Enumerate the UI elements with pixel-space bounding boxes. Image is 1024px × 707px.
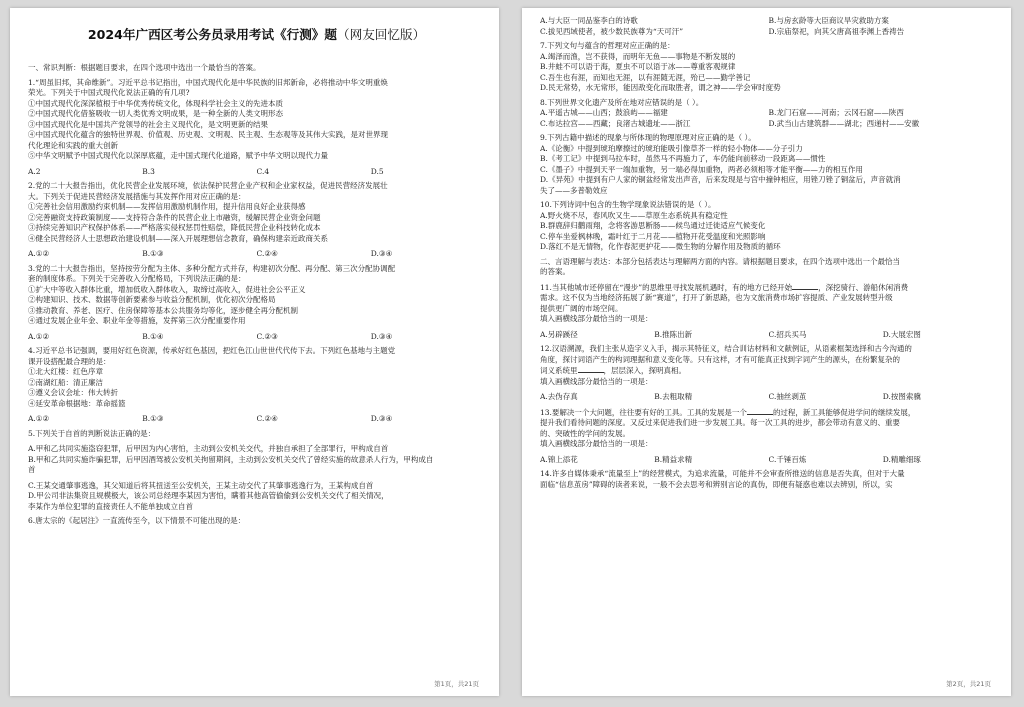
question-10: 10.下列诗词中包含的生物学现象说法错误的是（ ）。 A.野火烧不尽，春风吹又生——草原生态系统具有稳定性 B.群鹿辞归鹳雨翔，念将客游思断肠——候鸟通过迁徙适应气候变化 C.停车坐爱枫林晚，霜叶红于二月花——植物开花受温度和光照影响 D.落红不是无情物，化作春泥更护花——微生物的分解作用及物质的循环 <box>540 200 781 251</box>
question-9: 9.下列古籍中描述的现象与所体现的物理原理对应正确的是（ ）。 A.《论衡》中提到琥珀摩擦过的琥珀能吸引像草芥一样的轻小物体——分子引力 B.《考工记》中提到马拉车时，虽然马不再施力了，车仍能向前移动一段距离——惯性 C.《墨子》中提到天平一端加重物，另一端必得加重物，两者必须相等才能平衡——力的相互作用 D.《异苑》中提到有户人家的铜盆经常发出声音，后来发现是与宫中撞钟相应，用锉刀锉了铜盆后，声音就消 失了——多普勒效应 <box>540 133 901 195</box>
section-header: 一、常识判断：根据题目要求，在四个选项中选出一个最恰当的答案。 <box>28 63 261 72</box>
page-footer: 第2页，共21页 <box>946 680 991 688</box>
question-7: 7.下列文句与蕴含的哲理对应正确的是： A.竭泽而渔，岂不获得，而明年无鱼——事物是不断发展的 B.井蛙不可以语于海，夏虫不可以语于冰——尊重客观规律 C.吾生也有涯，而知也无涯，以有涯随无涯，殆已——勤学善记 D.民无常势，水无常形，能因敌变化而取胜者，谓之神——学会审时度势 <box>540 41 781 92</box>
question-8: 8.下列世界文化遗产及所在地对应错误的是（ ）。 A.平遥古城——山西；鼓浪屿——福建 B.龙门石窟——河南；云冈石窟——陕西 C.布达拉宫——西藏；良渚古城遗址——浙江 D.武当山古建筑群——湖北；西递村——安徽 <box>540 97 920 128</box>
fill-blank <box>747 407 773 415</box>
answer-options: A.2 B.3 C.4 D.5 <box>28 166 384 176</box>
answer-options: A.另辟蹊径 B.推陈出新 C.招兵买马 D.大展宏图 <box>540 329 921 339</box>
section-header: 二、言语理解与表达：本部分包括表达与理解两方面的内容。请根据题目要求，在四个选项中选出一个最恰当 的答案。 <box>540 256 900 276</box>
page-footer: 第1页，共21页 <box>434 680 479 688</box>
fill-blank <box>792 282 818 290</box>
question-6-options: A.与大臣一同品鉴李白的诗歌 B.与房玄龄等大臣商议旱灾救助方案 C.拔见西域使者，被少数民族尊为“天可汗” D.宗庙祭祀，向其父唐高祖李渊上香祷告 <box>540 16 905 36</box>
question-2: 2.党的二十大报告指出，优化民营企业发展环境，依法保护民营企业产权和企业家权益，促进民营经济发展壮 大。下列关于促进民营经济发展措施与其发挥作用对应正确的是： ①完善社会信用激励约束机制——发挥信用激励机制作用，提升信用良好企业获得感 ②完善融资支持政策制度——支持符合条件的民营企业上市融资，缓解民营企业资金问题 ③持续完善知识产权保护体系——严格落实侵权惩罚性赔偿，降低民营企业科技转化成本 ④健全民营经济人士思想政治建设机制——深入开展理想信念教育，确保构建亲近政商关系 A.①② B.①③ C.②④ D.③④ <box>28 181 485 260</box>
answer-options: A.①② B.①④ C.②③ D.③④ <box>28 331 393 341</box>
fill-blank <box>578 365 604 373</box>
answer-options: A.去伪存真 B.去粗取精 C.抽丝剥茧 D.按图索骥 <box>540 392 921 401</box>
answer-options: A.锦上添花 B.精益求精 C.千锤百炼 D.精雕细琢 <box>540 454 921 464</box>
answer-options: A.①② B.①③ C.②④ D.③④ <box>28 414 393 423</box>
document-page-2 <box>522 8 1011 696</box>
question-3: 3.党的二十大报告指出，坚持按劳分配为主体、多种分配方式并存，构建初次分配、再分配、第三次分配协调配 套的制度体系。下列关于完善收入分配格局，下列说法正确的是： ①扩大中等收入群体比重，增加低收入群体收入，取缔过高收入，促进社会公平正义 ②构建知识、技术、数据等创新要素参与收益分配机制，优化初次分配格局 ③推动教育、养老、医疗、住房保障等基本公共服务均等化，逐步健全再分配机制 ④通过发展企业年金、职业年金等措施，发挥第三次分配重要作用 A.①② B.①④ C.②③ D.③④ <box>28 264 485 343</box>
document-page-1 <box>10 8 499 696</box>
question-1: 1.“周虽旧邦，其命维新”。习近平总书记指出，中国式现代化是中华民族的旧邦新命，必将推动中华文明重焕 荣光。下列关于中国式现代化说法正确的有几项? ①中国式现代化深深植根于中华优秀传统文化，体现科学社会主义的先进本质 ②中国式现代化借鉴吸收一切人类优秀文明成果，是一种全新的人类文明形态 ③中国式现代化是中国共产党领导的社会主义现代化，是文明更新的结果 ④中国式现代化蕴含的独特世界观、价值观、历史观、文明观、民主观、生态观等及其伟大实践，是对世界现 代化理论和实践的重大创新 ⑤中华文明赋予中国式现代化以深厚底蕴，走中国式现代化道路，赋予中华文明以现代力量 A.2 B.3 C.4 D.5 <box>28 78 485 178</box>
answer-options: A.①② B.①③ C.②④ D.③④ <box>28 249 393 258</box>
question-11: 11.当其他城市还停留在“漫步”的思维里寻找发展机遇时，有的地方已经开始 ，深挖骑行、游船休闲消费 需求。这不仅为当地经济拓展了新“赛道”，打开了新思路，也为文旅消费市场扩容提质、产业发展转型升级 提供更广阔的市场空间。 填入画横线部分最恰当的一项是： A.另辟蹊径 B.推陈出新 C.招兵买马 D.大展宏图 <box>540 282 997 341</box>
question-14: 14.许多自媒体秉承“流量至上”的经营模式，为追求流量，可能并不会审查所推送的信息是否失真，但对于大量 面临“信息茧房”障碍的读者来说，一般不会去思考和辨别言论的真伪，即便有疑惑也难以去辨别，所以，实 <box>540 469 905 489</box>
question-5: 5.下列关于自首的判断说法正确的是： A.甲和乙共同实施盗窃犯罪，后甲因为内心害怕，主动到公安机关交代，并独自承担了全部罪行，甲构成自首 B.甲和乙共同实施诈骗犯罪，后甲因酒驾被公安机关拘留期间，主动到公安机关交代了曾经实施的故意杀人行为，甲构成自 首 C.王某交通肇事逃逸，其父知道后将其扭送至公安机关，王某主动交代了其肇事逃逸行为，王某构成自首 D.甲公司非法集资且规模极大，该公司总经理李某因为害怕，瞒着其他高管偷偷到公安机关交代了相关情况， 李某作为单位犯罪的直接责任人不能单独成立自首 <box>28 428 434 511</box>
question-13: 13.要解决一个大问题，往往要有好的工具。工具的发展是一个 的过程，新工具能够促进学问的继续发展， 提升我们看待问题的深度。又反过来促进我们进一步发展工具。每一次工具的进步，都会带动有意义的、重要 的、突破性的学问的发展。 填入画横线部分最恰当的一项是： A.锦上添花 B.精益求精 C.千锤百炼 D.精雕细琢 <box>540 407 997 466</box>
question-6: 6.唐太宗的《起居注》一直流传至今，以下情景不可能出现的是： <box>28 516 246 525</box>
question-4: 4.习近平总书记强调，要用好红色资源，传承好红色基因，把红色江山世世代代传下去。下列红色基地与主题党 课开设搭配最合理的是： ①北大红楼：红色序章 ②南湖红船：清正廉洁 ③遵义会议会址：伟大转折 ④延安革命根据地：革命摇篮 A.①② B.①③ C.②④ D.③④ <box>28 346 485 425</box>
question-12: 12.汉语溯源，我们主张从造字义入手，揭示其特征义，结合训诂材料和文献例证，从语素框架选择和古今沟通的 角度，探讨词语产生的构词理据和意义变化等。只有这样，才有可能真正找到字词产生的源头，在纷繁复杂的 词义系统里 ，层层深入，探明真相。 填入画横线部分最恰当的一项是： A.去伪存真 B.去粗取精 C.抽丝剥茧 D.按图索骥 <box>540 344 997 403</box>
document-title: 2024年广西区考公务员录用考试《行测》题（网友回忆版） <box>87 27 426 42</box>
